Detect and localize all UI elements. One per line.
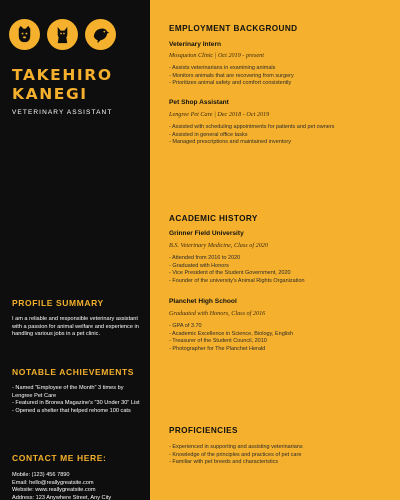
- school-details: [169, 323, 394, 353]
- sidebar: [0, 0, 150, 500]
- employment-heading: EMPLOYMENT BACKGROUND: [169, 24, 298, 33]
- list-item: - Knowledge of the principles and practices of pet care: [169, 451, 302, 458]
- pet-icons: [9, 19, 116, 50]
- list-item: - Vice President of the Student Government, 2020: [169, 270, 291, 277]
- school-meta: B.S. Veterinary Medicine, Class of 2020: [169, 242, 268, 249]
- list-item: - Prioritizes animal safety and comfort consistently: [169, 80, 292, 87]
- list-item: - GPA of 3.70: [169, 323, 202, 329]
- job-duties: [169, 65, 394, 88]
- job-meta: Mosqueton Clinic | Oct 2019 - present: [169, 52, 264, 59]
- list-item: - Assists veterinarians in examining animals: [169, 65, 276, 71]
- main-content: [150, 0, 400, 500]
- list-item: - Treasurer of the Student Council, 2010: [169, 338, 267, 345]
- list-item: - Familiar with pet breeds and characteristics: [169, 459, 279, 466]
- dog-icon: [9, 19, 40, 50]
- contact-mobile: Mobile: (123) 456 7890: [12, 472, 70, 478]
- job-duties: [169, 124, 394, 147]
- contact-heading: CONTACT ME HERE:: [12, 453, 107, 463]
- list-item: - Managed prescriptions and maintained inventory: [169, 139, 291, 146]
- achievements-list: [12, 385, 145, 415]
- list-item: - Featured in Bronea Magazine's "30 Under 30" List: [12, 400, 140, 407]
- list-item: - Photographer for The Planchet Herald: [169, 345, 266, 352]
- school-details: [169, 255, 394, 285]
- proficiencies-list: [169, 444, 394, 467]
- job-role: VETERINARY ASSISTANT: [12, 109, 113, 116]
- list-item: - Named "Employee of the Month" 3 times by Lengree Pet Care: [12, 385, 124, 399]
- list-item: - Monitors animals that are recovering from surgery: [169, 72, 294, 79]
- list-item: - Experienced in supporting and assisting veterinarians: [169, 444, 303, 450]
- candidate-name: [12, 66, 147, 104]
- contact-website: Website: www.reallygreatsite.com: [12, 487, 96, 494]
- school-name: Planchet High School: [169, 298, 237, 305]
- school-name: Grinner Field University: [169, 230, 244, 237]
- last-name: KANEGI: [12, 85, 88, 103]
- job-meta: Lengree Pet Care | Dec 2018 - Oct 2019: [169, 111, 270, 118]
- contact-email: Email: hello@reallygreatsite.com: [12, 479, 94, 486]
- cat-icon: [47, 19, 78, 50]
- list-item: - Assisted with scheduling appointments for patients and pet owners: [169, 124, 335, 130]
- profile-text: I am a reliable and responsible veterinary assistant with a passion for animal welfare and experience in handling various jobs in a pet clinic.: [12, 316, 139, 338]
- contact-address: Address: 123 Anywhere Street, Any City: [12, 494, 112, 500]
- school-meta: Graduated with Honors, Class of 2016: [169, 310, 266, 317]
- achievements-heading: NOTABLE ACHIEVEMENTS: [12, 367, 135, 377]
- job-title: Veterinary Intern: [169, 41, 222, 48]
- list-item: - Attended from 2016 to 2020: [169, 255, 241, 261]
- contact-list: [12, 472, 145, 500]
- job-title: Pet Shop Assistant: [169, 99, 229, 106]
- profile-heading: PROFILE SUMMARY: [12, 298, 104, 308]
- proficiencies-heading: PROFICIENCIES: [169, 426, 238, 435]
- academic-heading: ACADEMIC HISTORY: [169, 214, 258, 223]
- list-item: - Opened a shelter that helped rehome 100 cats: [12, 407, 131, 414]
- list-item: - Academic Excellence in Science, Biology, English: [169, 330, 294, 337]
- first-name: TAKEHIRO: [12, 66, 113, 84]
- list-item: - Graduated with Honors: [169, 262, 229, 269]
- list-item: - Founder of the university's Animal Rights Organization: [169, 277, 305, 284]
- list-item: - Assisted in general office tasks: [169, 131, 248, 138]
- bird-icon: [85, 19, 116, 50]
